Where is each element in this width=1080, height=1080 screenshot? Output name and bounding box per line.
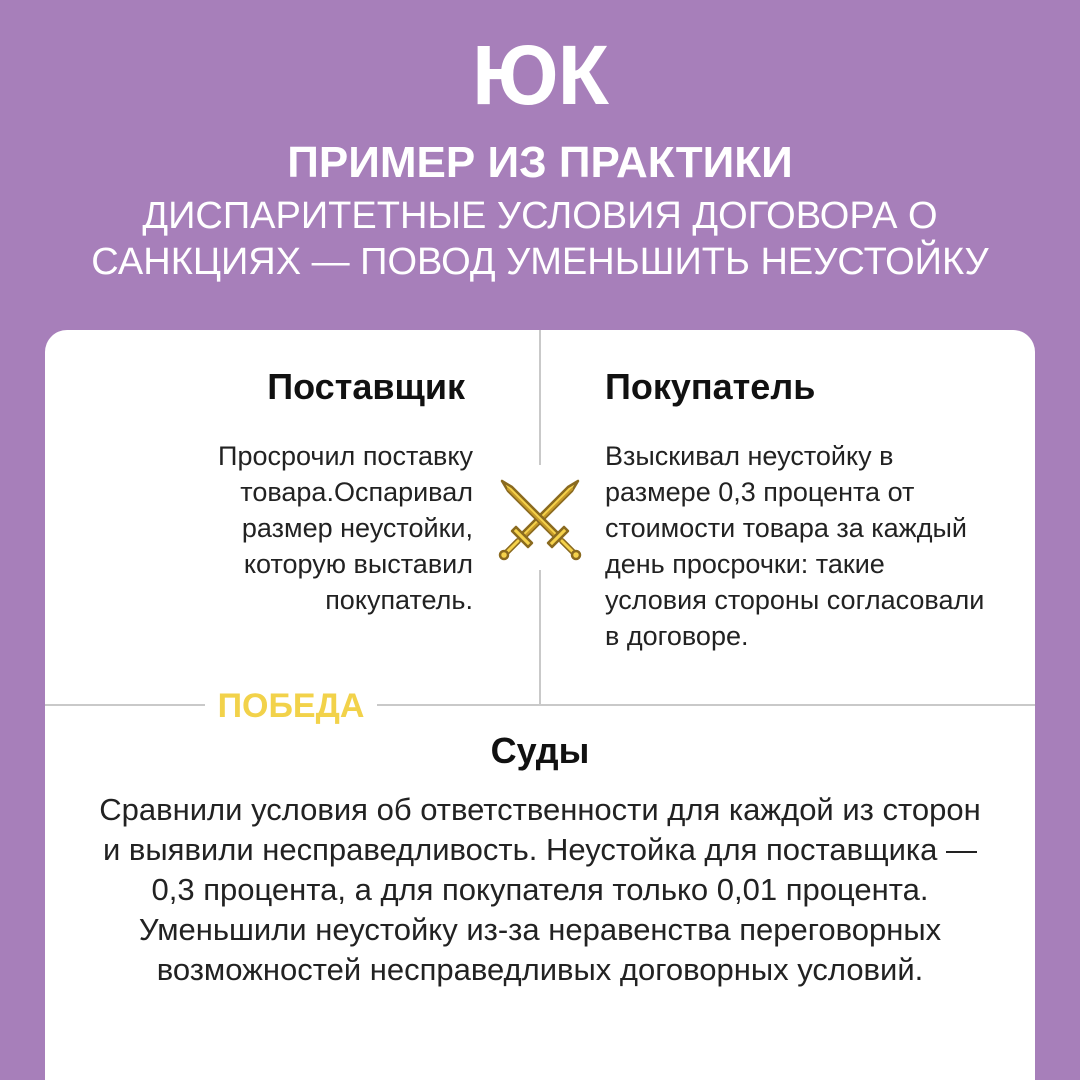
logo: ЮК xyxy=(472,28,608,122)
buyer-text: Взыскивал неустойку в размере 0,3 процента от стоимости товара за каждый день просрочки: такие условия стороны согласовали в договоре. xyxy=(605,441,985,651)
subtitle-text: ДИСПАРИТЕТНЫЕ УСЛОВИЯ ДОГОВОРА О САНКЦИЯХ — ПОВОД УМЕНЬШИТЬ НЕУСТОЙКУ xyxy=(91,195,989,283)
comparison-card xyxy=(45,330,1035,1080)
buyer-heading: Покупатель xyxy=(605,366,816,407)
vertical-divider-bottom xyxy=(539,570,541,705)
victory-label: ПОБЕДА xyxy=(217,687,365,725)
horizontal-divider-left xyxy=(45,704,205,706)
courts-heading: Суды xyxy=(490,730,590,771)
vertical-divider-top xyxy=(539,330,541,465)
supplier-text: Просрочил поставку товара.Оспаривал размер неустойки, которую выставил покупатель. xyxy=(218,441,473,615)
courts-text: Сравнили условия об ответственности для каждой из сторон и выявили несправедливость. Неустойка для поставщика — 0,3 процента, а для покупателя только 0,01 процента. Уменьшили неустойку из-за неравенства переговорных возможностей несправедливых договорных условий. xyxy=(99,792,981,987)
supplier-heading: Поставщик xyxy=(267,366,465,407)
page-title: ПРИМЕР ИЗ ПРАКТИКИ xyxy=(287,138,793,187)
page-subtitle xyxy=(0,193,1080,285)
crossed-swords-icon xyxy=(494,473,586,565)
horizontal-divider-right xyxy=(377,704,1035,706)
